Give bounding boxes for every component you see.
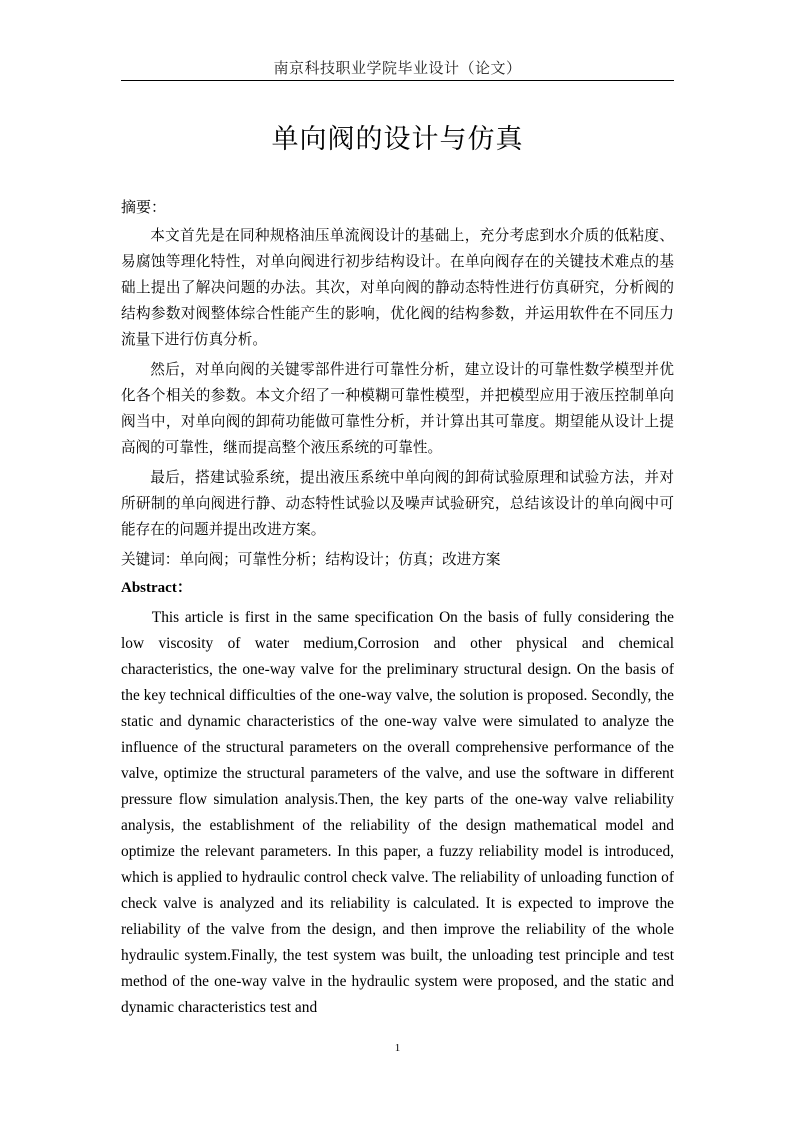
keywords-label: 关键词：	[121, 551, 180, 568]
abstract-en-heading: Abstract：	[121, 580, 192, 596]
abstract-cn-paragraph-3: 最后，搭建试验系统，提出液压系统中单向阀的卸荷试验原理和试验方法，并对所研制的单向阀进行静、动态特性试验以及噪声试验研究，总结该设计的单向阀中可能存在的问题并提出改进方案。	[121, 469, 674, 538]
abstract-cn-heading: 摘要：	[121, 198, 167, 216]
running-header: 南京科技职业学院毕业设计（论文）	[273, 59, 522, 77]
paper-title: 单向阀的设计与仿真	[271, 124, 524, 156]
abstract-en-paragraph: This article is first in the same specification On the basis of fully considering the low viscosity of water medium,Corrosion and other physical and chemical characteristics, the one-way valve for the preliminary structural design. On the basis of the key technical difficulties of the one-way valve, the solution is proposed. Secondly, the static and dynamic characteristics of the one-way valve were simulated to analyze the influence of the structural parameters on the overall comprehensive performance of the valve, optimize the structural parameters of the valve, and use the software in different pressure flow simulation analysis.Then, the key parts of the one-way valve reliability analysis, the establishment of the reliability of the design mathematical model and optimize the relevant parameters. In this paper, a fuzzy reliability model is introduced, which is applied to hydraulic control check valve. The reliability of unloading function of check valve is analyzed and its reliability is calculated. It is expected to improve the reliability of the valve from the design, and then improve the reliability of the whole hydraulic system.Finally, the test system was built, the unloading test principle and test method of the one-way valve in the hydraulic system were proposed, and the static and dynamic characteristics test and	[121, 609, 674, 1016]
keywords-list: 单向阀；可靠性分析；结构设计；仿真；改进方案	[179, 551, 501, 568]
abstract-cn-paragraph-2: 然后，对单向阀的关键零部件进行可靠性分析，建立设计的可靠性数学模型并优化各个相关的参数。本文介绍了一种模糊可靠性模型，并把模型应用于液压控制单向阀当中，对单向阀的卸荷功能做可靠性分析，并计算出其可靠度。期望能从设计上提高阀的可靠性，继而提高整个液压系统的可靠性。	[121, 361, 674, 456]
header-rule	[121, 80, 674, 81]
keywords-line	[121, 547, 674, 573]
abstract-section	[121, 195, 674, 1021]
page-number: 1	[394, 1042, 401, 1054]
abstract-cn-paragraph-1: 本文首先是在同种规格油压单流阀设计的基础上，充分考虑到水介质的低粘度、易腐蚀等理化特性，对单向阀进行初步结构设计。在单向阀存在的关键技术难点的基础上提出了解决问题的办法。其次，对单向阀的静动态特性进行仿真研究，分析阀的结构参数对阀整体综合性能产生的影响，优化阀的结构参数，并运用软件在不同压力流量下进行仿真分析。	[121, 227, 674, 348]
